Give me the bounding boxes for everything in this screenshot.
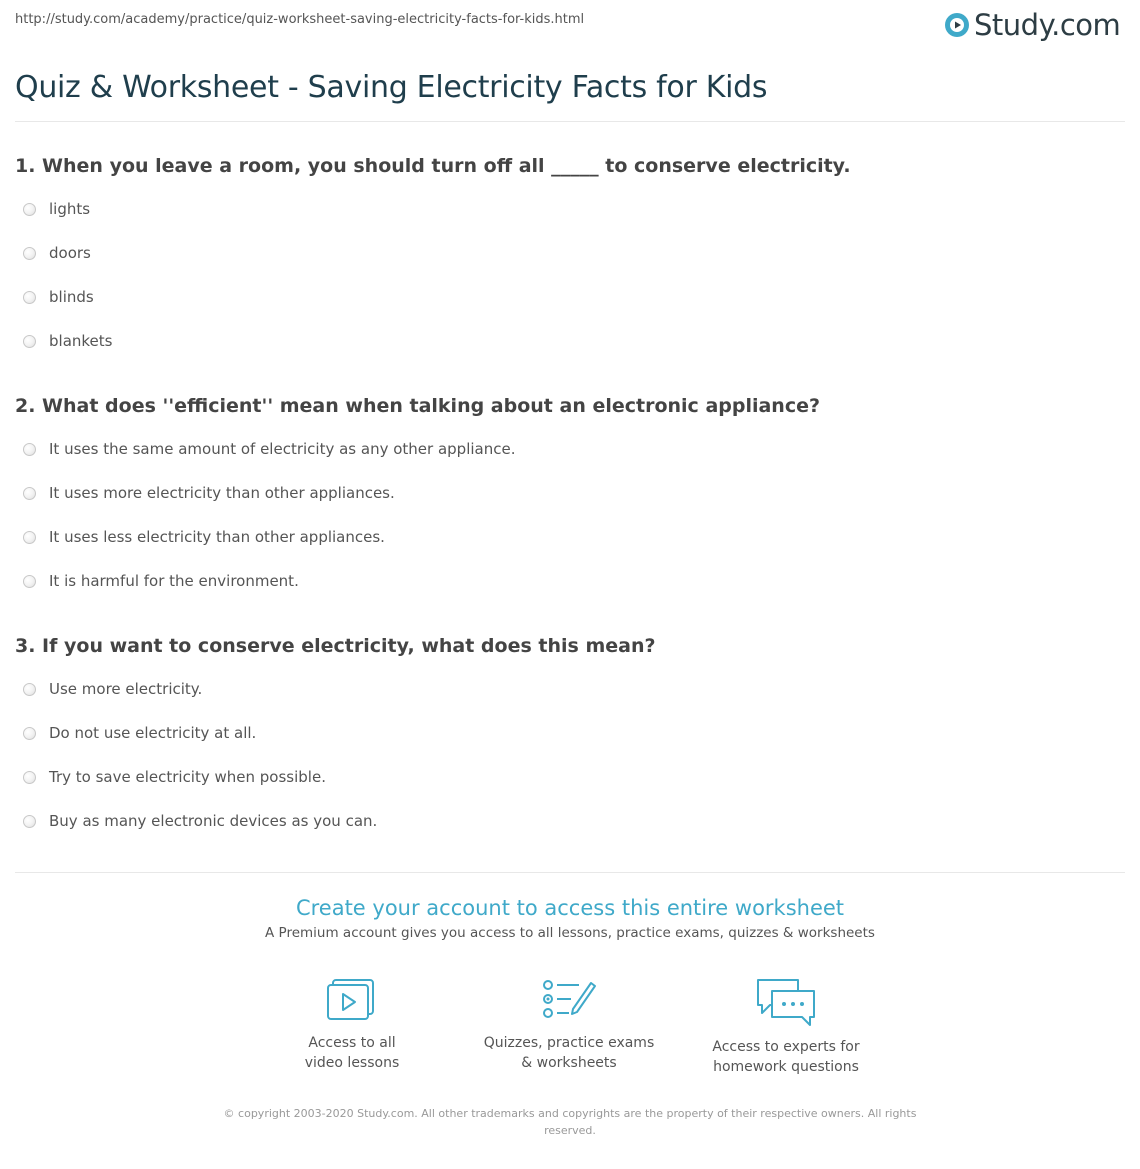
radio-button[interactable]: [23, 291, 36, 304]
radio-button[interactable]: [23, 443, 36, 456]
play-circle-icon: [944, 12, 970, 38]
radio-button[interactable]: [23, 531, 36, 544]
answer-option[interactable]: [23, 244, 91, 262]
option-label: lights: [49, 200, 91, 218]
option-label: Do not use electricity at all.: [49, 724, 257, 742]
feature-quizzes: [469, 977, 669, 1073]
option-label: It uses more electricity than other appliances.: [49, 484, 395, 502]
option-label: Use more electricity.: [49, 680, 203, 698]
video-lesson-icon: [326, 977, 378, 1023]
page-url: http://study.com/academy/practice/quiz-worksheet-saving-electricity-facts-for-kids.html: [15, 12, 585, 27]
radio-button[interactable]: [23, 247, 36, 260]
copyright-text: [215, 1105, 925, 1139]
answer-option[interactable]: [23, 572, 299, 590]
option-label: Buy as many electronic devices as you can.: [49, 812, 378, 830]
option-label: Try to save electricity when possible.: [49, 768, 326, 786]
radio-button[interactable]: [23, 575, 36, 588]
feature-label-line1: Access to experts for: [712, 1039, 860, 1055]
section-divider: [15, 872, 1125, 873]
copyright-line1: © copyright 2003-2020 Study.com. All other trademarks and copyrights are the property of their respective owners. All rights: [223, 1107, 917, 1120]
feature-video-lessons: [252, 977, 452, 1073]
option-label: doors: [49, 244, 91, 262]
radio-button[interactable]: [23, 683, 36, 696]
answer-option[interactable]: [23, 724, 256, 742]
answer-option[interactable]: [23, 440, 515, 458]
radio-button[interactable]: [23, 727, 36, 740]
option-label: It uses less electricity than other appliances.: [49, 528, 385, 546]
page-title: Quiz & Worksheet - Saving Electricity Facts for Kids: [15, 70, 768, 105]
radio-button[interactable]: [23, 335, 36, 348]
answer-option[interactable]: [23, 812, 377, 830]
answer-option[interactable]: [23, 200, 90, 218]
cta-subtitle: A Premium account gives you access to all lessons, practice exams, quizzes & worksheets: [265, 925, 875, 941]
question-2: 2. What does ''efficient'' mean when talking about an electronic appliance?: [15, 395, 821, 417]
radio-button[interactable]: [23, 771, 36, 784]
answer-option[interactable]: [23, 768, 326, 786]
study-logo[interactable]: [944, 5, 1120, 45]
answer-option[interactable]: [23, 680, 202, 698]
option-label: blankets: [49, 332, 113, 350]
feature-label-line2: video lessons: [304, 1055, 400, 1071]
question-3: 3. If you want to conserve electricity, what does this mean?: [15, 635, 656, 657]
answer-option[interactable]: [23, 484, 395, 502]
answer-option[interactable]: [23, 332, 112, 350]
answer-option[interactable]: [23, 288, 94, 306]
feature-label-line1: Access to all: [308, 1035, 396, 1051]
radio-button[interactable]: [23, 487, 36, 500]
option-label: It is harmful for the environment.: [49, 572, 299, 590]
option-label: It uses the same amount of electricity as any other appliance.: [49, 440, 516, 458]
radio-button[interactable]: [23, 203, 36, 216]
radio-button[interactable]: [23, 815, 36, 828]
copyright-line2: reserved.: [544, 1124, 596, 1137]
chat-bubbles-icon: [754, 977, 818, 1027]
create-account-link[interactable]: Create your account to access this entire worksheet: [295, 896, 845, 920]
question-1: 1. When you leave a room, you should turn off all _____ to conserve electricity.: [15, 155, 851, 177]
feature-label-line2: homework questions: [713, 1059, 859, 1075]
title-divider: [15, 121, 1125, 122]
answer-option[interactable]: [23, 528, 385, 546]
feature-experts: [686, 977, 886, 1077]
option-label: blinds: [49, 288, 94, 306]
quiz-checklist-icon: [541, 977, 597, 1023]
feature-label-line2: & worksheets: [521, 1055, 617, 1071]
feature-label-line1: Quizzes, practice exams: [483, 1035, 655, 1051]
logo-text: Study.com: [974, 8, 1121, 42]
